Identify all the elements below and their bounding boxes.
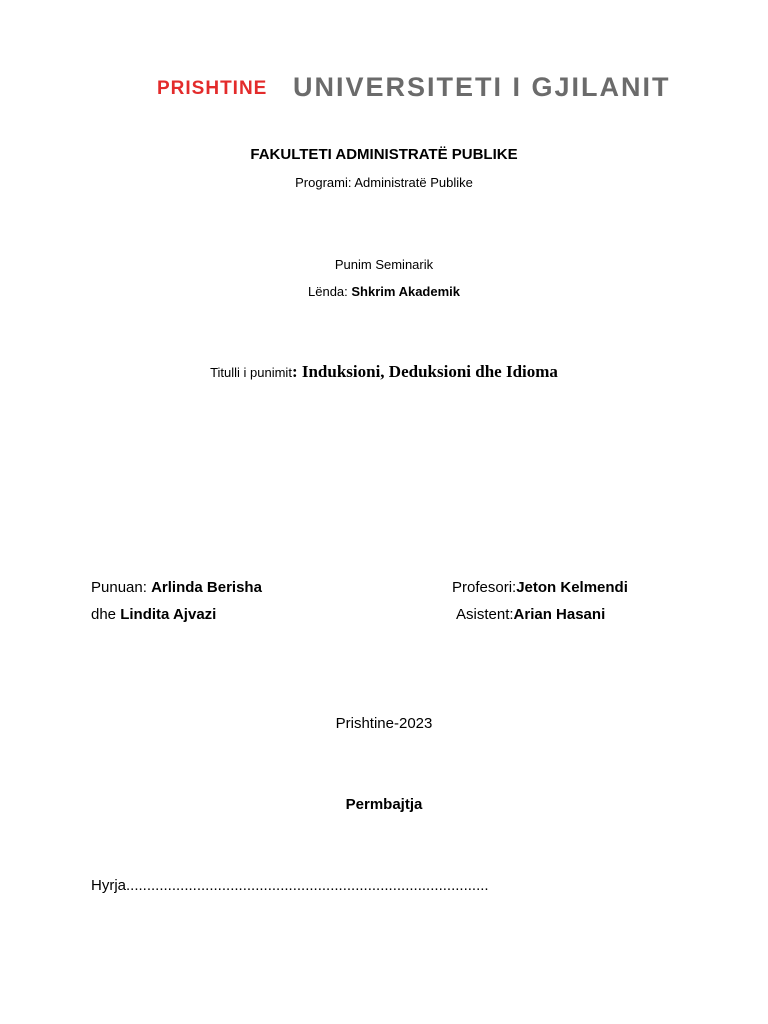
program-line: Programi: Administratë Publike xyxy=(295,175,473,190)
professor-label: Profesori: xyxy=(452,579,517,596)
title-value: : Induksioni, Deduksioni dhe Idioma xyxy=(291,362,558,381)
author-second: Lindita Ajvazi xyxy=(120,606,217,623)
assistant-label: Asistent: xyxy=(456,606,514,623)
place-year: Prishtine-2023 xyxy=(335,715,433,732)
assistant-name: Arian Hasani xyxy=(513,606,606,623)
authors-conjunction: dhe xyxy=(91,606,121,623)
author-first: Arlinda Berisha xyxy=(151,579,262,596)
professor-name: Jeton Kelmendi xyxy=(516,579,628,596)
subject-value: Shkrim Akademik xyxy=(351,284,460,299)
subject-line xyxy=(0,284,768,299)
title-label: Titulli i punimit xyxy=(210,365,292,380)
faculty-heading: FAKULTETI ADMINISTRATË PUBLIKE xyxy=(250,146,518,163)
authors-line-1 xyxy=(91,579,262,596)
authors-label: Punuan: xyxy=(91,579,152,596)
clipped-header xyxy=(0,0,768,97)
subject-label: Lënda: xyxy=(308,284,352,299)
assistant-line xyxy=(456,606,605,623)
paper-title-line xyxy=(0,362,768,382)
authors-line-2 xyxy=(91,606,216,623)
toc-entry: Hyrja....................................................................................... xyxy=(91,877,489,894)
header-city-red: PRISHTINE xyxy=(157,78,268,97)
header-university-grey: UNIVERSITETI I GJILANIT xyxy=(293,72,671,97)
professor-line xyxy=(452,579,628,596)
paper-type: Punim Seminarik xyxy=(334,257,434,272)
toc-title: Permbajtja xyxy=(345,796,423,813)
